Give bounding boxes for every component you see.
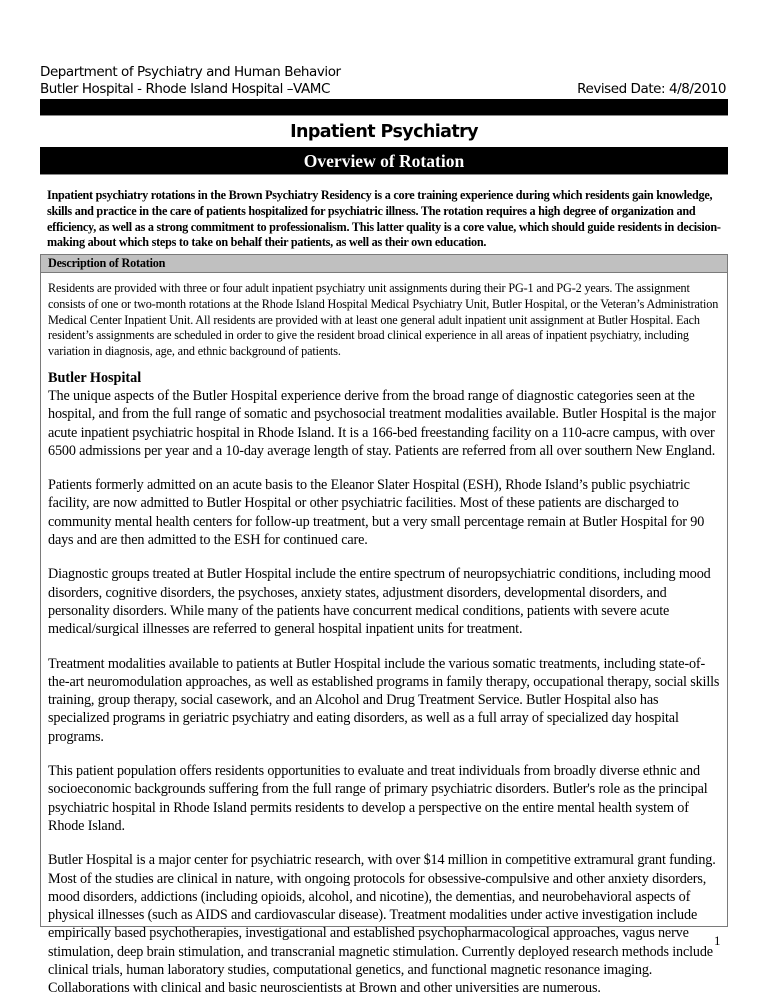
department-name: Department of Psychiatry and Human Behavior xyxy=(40,64,341,80)
header-divider-bar xyxy=(40,99,728,116)
section-banner: Overview of Rotation xyxy=(40,147,728,175)
paragraph: The unique aspects of the Butler Hospital experience derive from the broad range of diagnostic categories seen at the hospital, and from the full range of somatic and psychosocial treatment modalities available. Butler Hospital is the major acute inpatient psychiatric hospital in Rhode Island. It is a 166-bed freestanding facility on a 110-acre campus, with over 6500 admissions per year and a 10-day average length of stay. Patients are referred from all over southern New England. xyxy=(48,387,716,459)
paragraph: Patients formerly admitted on an acute basis to the Eleanor Slater Hospital (ESH), Rhode Island’s public psychiatric facility, are now admitted to Butler Hospital or other psychiatric facilities. Most of these patients are discharged to community mental health centers for follow-up treatment, but a very small percentage remain at Butler Hospital for 90 days and are then admitted to the ESH for continued care. xyxy=(48,477,705,549)
intro-paragraph: Inpatient psychiatry rotations in the Brown Psychiatry Residency is a core training experience during which residents gain knowledge, skills and practice in the care of patients hospitalized for psychiatric illness. The rotation requires a high degree of organization and efficiency, as well as a strong commitment to professionalism. This latter quality is a core value, which should guide residents in decision-making about which steps to take on behalf their patients, as well as their own education. xyxy=(47,188,721,250)
description-box xyxy=(40,254,728,997)
butler-hospital-heading: Butler Hospital xyxy=(48,369,142,386)
paragraph: This patient population offers residents opportunities to evaluate and treat individuals from broadly diverse ethnic and socioeconomic backgrounds suffering from the full range of primary psychiatric disorders. Butler's role as the principal psychiatric hospital in Rhode Island permits residents to develop a perspective on the entire mental health system of Rhode Island. xyxy=(48,763,708,834)
document-title: Inpatient Psychiatry xyxy=(290,122,478,142)
paragraph: Butler Hospital is a major center for psychiatric research, with over $14 million in competitive extramural grant funding. Most of the studies are clinical in nature, with ongoing protocols for obsessive-compulsive and other anxiety disorders, mood disorders, addictions (including opioids, alcohol, and nicotine), the dementias, and neurobehavioral aspects of physical illnesses (such as AIDS and cardiovascular disease). Treatment modalities under active investigation include empirically based psychotherapies, investigational and established psychopharmacological approaches, vagus nerve stimulation, deep brain stimulation, and transcranial magnetic stimulation. Currently deployed research methods include clinical trials, human laboratory studies, computational genetics, and functional magnetic resonance imaging. Collaborations with clinical and basic neuroscientists at Brown and other universities are numerous. xyxy=(48,852,716,997)
paragraph: Diagnostic groups treated at Butler Hospital include the entire spectrum of neuropsychiatric conditions, including mood disorders, cognitive disorders, the psychoses, anxiety states, adjustment disorders, developmental disorders, and personality disorders. While many of the patients have concurrent medical conditions, patients with severe acute medical/surgical illnesses are referred to general hospital inpatient units for treatment. xyxy=(48,566,711,638)
revised-date: Revised Date: 4/8/2010 xyxy=(577,81,726,97)
paragraph: Treatment modalities available to patients at Butler Hospital include the various somatic treatments, including state-of-the-art neuromodulation approaches, as well as established programs in family therapy, occupational therapy, social skills training, group therapy, social casework, and an Alcohol and Drug Treatment Service. Butler Hospital also has specialized programs in geriatric psychiatry and eating disorders, as well as a full array of specialized day hospital programs. xyxy=(48,655,720,745)
rotation-summary: Residents are provided with three or four adult inpatient psychiatry unit assignments during their PG-1 and PG-2 years. The assignment consists of one or two-month rotations at the Rhode Island Hospital Medical Psychiatry Unit, Butler Hospital, or the Veteran’s Administration Medical Center Inpatient Unit. All residents are provided with at least one general adult inpatient unit assignment at Butler Hospital. Each resident’s assignments are scheduled in order to give the resident broad clinical experience in all areas of inpatient psychiatry, including variation in diagnosis, age, and ethnic background of patients. xyxy=(48,281,719,359)
description-box-body xyxy=(41,273,727,998)
page-number: 1 xyxy=(714,933,721,948)
page-header xyxy=(40,64,728,100)
description-box-heading: Description of Rotation xyxy=(41,255,727,273)
institution-names: Butler Hospital - Rhode Island Hospital –VAMC xyxy=(40,81,330,97)
